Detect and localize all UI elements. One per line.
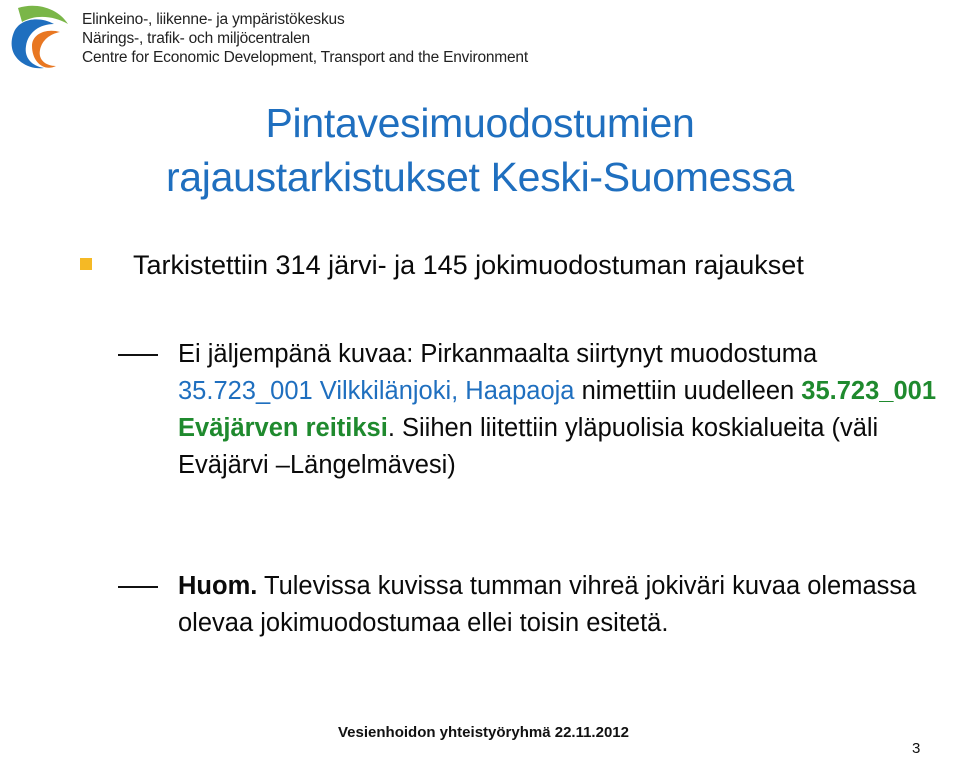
org-name-en: Centre for Economic Development, Transport and the Environment (82, 49, 528, 66)
sub-1-intro: Ei jäljempänä kuvaa: Pirkanmaalta siirtynyt muodostuma 35.723_001 Vilkkilänjoki, Haapaoja (178, 340, 818, 405)
title-line-1: Pintavesimuodostumien (265, 100, 695, 146)
sub-1-note: . Siihen liitettiin yläpuolisia koskialueita (väli Eväjärvi –Längelmävesi) (178, 414, 879, 479)
sub-1-old-name: 35.723_001 Vilkkilänjoki, Haapaoja (178, 377, 575, 405)
organization-name (82, 10, 528, 67)
dash-bullet-icon (118, 354, 158, 356)
org-name-sv: Närings-, trafik- och miljöcentralen (82, 30, 310, 47)
sub-bullet-1-text (178, 336, 938, 484)
title-line-2: rajaustarkistukset Keski-Suomessa (165, 154, 795, 200)
page-number: 3 (912, 740, 921, 757)
footer-text: Vesienhoidon yhteistyöryhmä 22.11.2012 (338, 724, 629, 741)
square-bullet-icon (80, 258, 92, 270)
sub-bullet-2-text (178, 568, 938, 642)
bullet-text: Tarkistettiin 314 järvi- ja 145 jokimuodostuman rajaukset (133, 250, 804, 280)
header (0, 0, 960, 80)
sub-bullet-2 (118, 568, 938, 642)
org-name-fi: Elinkeino-, liikenne- ja ympäristökeskus (82, 11, 345, 28)
sub-2-note-label: Huom. (178, 572, 258, 600)
ely-logo-icon (10, 2, 72, 72)
slide-title (0, 96, 960, 204)
dash-bullet-icon (118, 586, 158, 588)
sub-1-renamed: nimettiin uudelleen (574, 377, 802, 405)
sub-2-note-text: Tulevissa kuvissa tumman vihreä jokiväri kuvaa olemassa olevaa jokimuodostumaa ellei toisin esitetä. (178, 572, 917, 637)
sub-1-new-name: 35.723_001 Eväjärven reitiksi (178, 377, 937, 442)
sub-bullet-1 (118, 336, 938, 484)
